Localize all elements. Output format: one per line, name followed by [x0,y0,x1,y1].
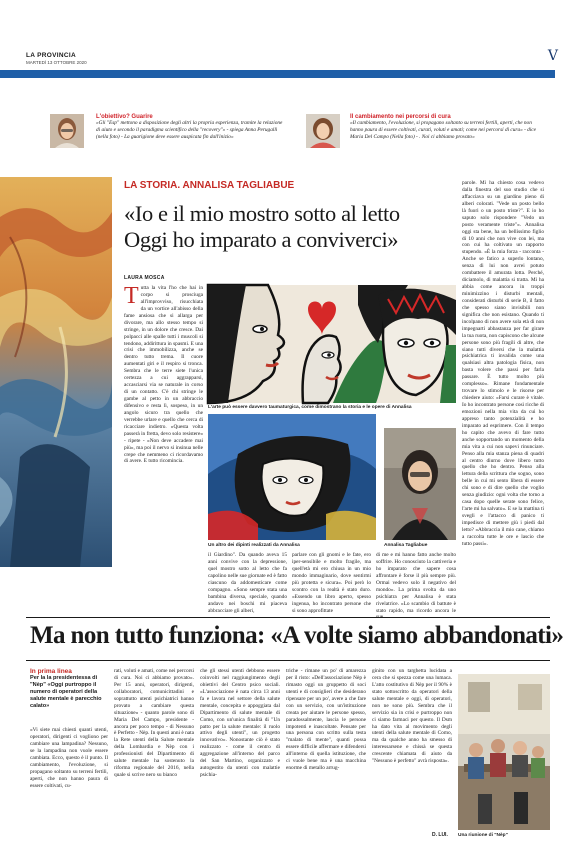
masthead [26,52,87,65]
small-painting [208,414,376,540]
story-headline [124,201,456,253]
story-column-3 [292,552,371,612]
column-text: il Giardino". Da quando aveva 15 anni convive con la depressione, quel mostro sotto al letto che fa capolino nelle sue giornate ed è fatto ciascuno da addomesticare come compagno. «Sono sempre stata una bambina diversa, speciale, quando andavo nei boschi mi piaceva abbracciare gli alberi, [208,552,287,614]
article2-column-2 [114,668,194,839]
article2-column-4 [286,668,366,839]
article2-headline: Ma non tutto funziona: «A volte siamo abbandonati» [30,622,564,649]
story-column-right [462,180,544,612]
caption-meeting-photo: Una riunione di "Nèp" [458,833,508,838]
caption-main-painting: L'arte può essere davvero taumaturgica, come dimostrano la storia e le opere di Annalisa [208,405,412,410]
headline-line-2: Oggi ho imparato a conviverci» [124,226,399,252]
article2-kicker: In prima linea [30,668,72,675]
column-text: di me e mi hanno fatto anche molto soffrire. Ho conosciuto la cattiveria e ho imparato che sapere cosa affrontare è forse il più sempre più. Ormai vedevo solo il negativo del mondo». La prima svolta da uno psichiatra per Annalisa è stata rivelatrice. «Lo scambio di battute è stato rapido, ma ricordo ancora le [376,552,456,614]
left-painting [0,177,112,567]
article2-column-1 [30,727,108,839]
column-text: parlare con gli gnomi e le fate, ero iper-sensibile e molto fragile, ma quell'età mi ero chiusa in un mio mondo immaginario, dove sentirmi più protetta e sicura». Poi però lo scontro con la realtà è stato duro. «Essendo un libro aperto, spesso ingenua, ho incontrato persone che si sono approfittate [292,552,371,614]
column-text: ginito con un targhetta lucidata a cera che si spezza come una lumaca. L'atto costitutivo di Nèp per il 90% è stato sottoscritto da operatori della salute mentale e oggi, di operatori, non ne sono più. Sembra che il servizio sia in crisi e purtroppo non ci siamo farmaci per questo. Il Dsm ha dato vita al movimento degli utenti della salute mentale di Como, ma da qualche anno ha smesso di interessarsene e chissà se questa crescente chiamata di aiuto da "Nessuno è perfetto" avrà risposta». [372,668,452,765]
teaser-box-1 [96,114,286,140]
header-blue-bar [0,70,555,78]
caption-small-painting: Un altro dei dipinti realizzati da Annalisa [208,543,300,548]
story-column-4 [376,552,456,612]
meeting-photo [458,674,550,830]
article2-signature: D. LUI. [432,832,448,838]
story-column-2 [208,552,287,612]
drop-cap: T [124,283,139,309]
column-text: rati, voluti e amati, come nei percorsi di cura. Noi ci abbiamo provato». Per 15 anni, operatori, dirigenti, collaboratori, comunicittadini e soprattutto utenti psichiatrici hanno provato a cambiare questa situazione» - quanto parole sono di Maria Del Campo, presidente - ancora per poco tempo - di Nessuno è Perfetto - Nèp. In questi anni è nata la Rete utenti della Salute mentale della Lombardia e Nèp con i professionisti del Dipartimento di salute mentale ha sostenuto la riforma regionale del 2016, nella quale si scrive nero su bianco [114,668,194,779]
column-text: triche - rimane un po' di amarezza per il risto: «Dell'associazione Nèp è rimasto oggi un gruppetto di soci utenti e di consiglieri che desiderano ripensare per un po', avere a che fare con un servizio, con un'istituzione creata per aiutare le persone spesso, paradossalmente, lascia le persone impotenti e inascoltate. Pensate per una persona con scritto sulla testa "malato di mente", quanti possa essere difficile affermare e difendersi all'interno di quella istituzione, che ci vuole bene ma è una macchina enorme di metallo arrug- [286,668,366,772]
teaser-body: «Il cambiamento, l'evoluzione, si propagano soltanto su terreni fertili, aperti, che non hanno paura di essere coltivati, curati, voluti e amati; come nei percorsi di cura» - dice Maria Del Campo (Nella foto) - . Noi ci abbiamo provato» [350,120,536,140]
caption-portrait: Annalisa Tagliabue [384,543,428,548]
teaser-photo-perugalli [50,114,84,148]
article2-column-5 [372,668,452,828]
article2-deck: Per la la presidentessa di "Nèp" «Oggi purtroppo il numero di operatori della salute mentale è parecchio calato» [30,675,102,709]
headline-line-1: «Io e il mio mostro sotto al letto [124,201,400,226]
main-painting-faces [208,285,456,403]
column-text: utta la vita l'ho che hai in corpo si prosciuga all'improvviso, risucchiata da un vortice all'abisso della fame ansiosa che si allarga per divorare, ma allo stesso tempo si stringe, in un dolore che cresce. Dai polpacci alle spalle tutti i muscoli si tendono, addirittura in spasmi. E una crisi che immobilizza, anche se dentro tutto trema. Il cuore aumentati giri e il respiro si tronca. Sembra che le terre siete l'unica certezza a cui aggrapparsi, accasciarsi via se naturale in corso di un contatto. C'è chi stringe le gambe al petto in un abbraccio difensivo e resta lì, sospeso, in un angolo sicuro tra quello che verrebbe urlare e quello che cerca di ricacciare indietro. «Questa volta passerà in fretta, devo solo resistere» - ripete - «Non deve accadere mai più», ma poi il nervo si insinua nelle crepe che nemmeno ci ricordavamo di avere. E tutto ricomincia. [124,285,203,465]
teaser-photo-del-campo [306,114,340,148]
article2-kicker-box [30,668,108,710]
issue-date: MARTEDÌ 13 OTTOBRE 2020 [26,60,87,65]
column-text: parole. Mi ha chiesto cosa vedevo dalla finestra del suo studio che si affacciava su un giardino pieno di alberi colorati. "Vede un posto bello là fuori o un posto triste?". E io ho saputo solo rispondere "Vedo un posto veramente triste"». Annalisa oggi sta bene, ha un bellissimo figlio di 10 anni che non vive con lei, ma con cui ha coltivato un rapporto stupendo. «È la mia forza - racconta - Anche se fatico a superlo lontano, senza di lui non avrei potuto combattere il amurata lotta. Perché, diciamolo, di malattia si tratta. Mi ha abbia come ancora in troppi minimizzino i disturbi mentali, considerati disturbi di serie B, il fatto che spesso siano invisibili non significa che non esistano. Quando ti incolpano di non avere sola età di non impegnarti abbastanza per far girare la tua ruota, non capiscono che alcune persone sono più fragili di altre, che siano tutti diversi che la malattia psichiatrica ti invalida come una qualsiasi altra patologia fisica, non basta volere che passi per farla passare. È tutto molto più complesso». Rimane fondamentale trovare lo stimolo e le risorse per chiedere aiuto: «Farsi curare è vitale. Io ho incontrato persone così ricche di emozioni nella mia vita da cui ho appreso tanto potenzialità e ho imparato ad esprimere. Con il tempo ho capito che avevo di fare tutto anche sopportando un momento della mia vita a cui non sapevi rinunciare. Penso alla mia stanza piena di quadri al centro diurno dove libero tutto quello che ho dentro. Penso alla lettura della scrittura che sogno, sono belle in cui mi sento libera di essere chi sono e di dire quello che voglio senza giudizio: ogni volta che torno a casa dopo quelle serate sono felice, l'arte mi ha salvato». E se la mattina ti svegli e l'attacco di panico ti impedisce di mettere giù i piedi dal letto? «Abbraccia il mio cane, chiamo a raccolta tutte le ore e lascio che tutto passi». [462,180,544,547]
section-kicker [124,180,294,191]
column-text: che gli stessi utenti debbono essere coinvolti nel raggiungimento degli obiettivi del Centro psico sociali. «L'associazione è nata circa 13 anni fa e lavora nel settore della salute mentale, concepita e appoggiata dal Dipartimento di salute mentale di Como, con un'unica finalità di "Un patto per la salute mentale: il ruolo attivo degli utenti", un progetto innovativo». Nonostante ciò è stato realizzato - come il centro di aggregazione all'interno del parco del San Martino, organizzato e autogestito da utenti con malattie psichia- [200,668,280,779]
headline-rule [26,660,550,661]
section-label: LA STORIA. [124,180,181,191]
section-letter: V [547,48,558,64]
teaser-headline: Il cambiamento nei percorsi di cura [350,114,451,120]
column-text: «Vi siete mai chiesti quanti utenti, operatori, dirigenti ci vogliono per cambiare una lampadina? Nessuno, se la lampadina non vuole essere cambiata. Ecco, questo è il punto. Il cambiamento, l'evoluzione, si propagano soltanto su terreni fertili, aperti, che non hanno paura di essere coltivati, cu- [30,727,108,789]
teaser-box-2 [350,114,540,140]
article2-column-3 [200,668,280,839]
portrait-photo [384,428,456,540]
kicker-subject: ANNALISA TAGLIABUE [182,180,295,191]
byline: LAURA MOSCA [124,275,165,281]
story-column-1 [124,285,203,551]
newspaper-name: LA PROVINCIA [26,52,76,59]
section-divider [26,617,550,618]
teaser-headline: L'obiettivo? Guarire [96,114,153,120]
teaser-body: «Gli "Esp" mettono a disposizione degli altri la propria esperienza, tramite la relazione di aiuto e secondo il paradigma scientifico della "recovery"» - spiega Anna Perugalli (nella foto) - La guarigione deve essere auspicata fin dall'inizio» [96,120,283,140]
